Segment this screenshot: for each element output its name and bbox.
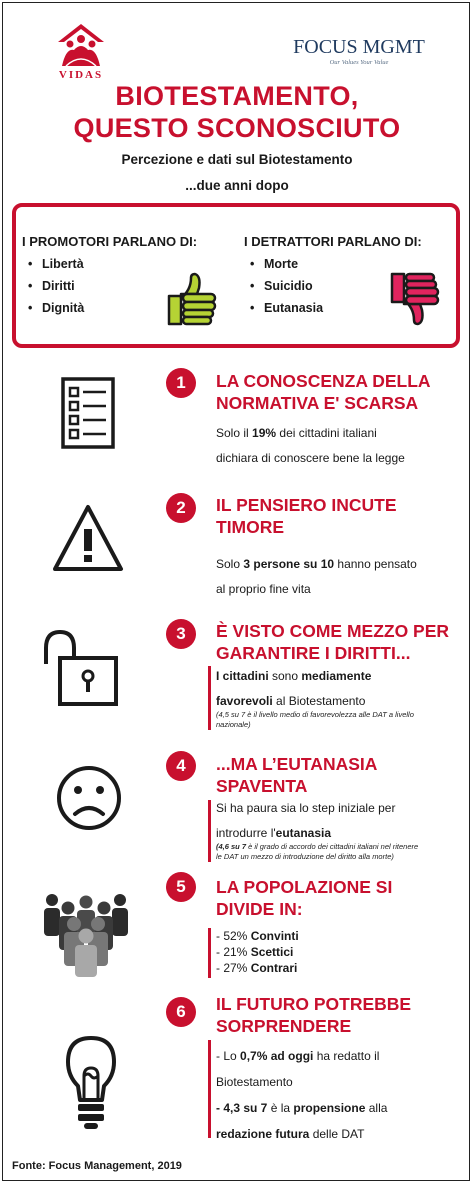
crowd-icon: [38, 892, 134, 978]
focus-mgmt-logo: [284, 36, 434, 59]
section-4-note: (4,6 su 7 è il grado di accordo dei cittadini italiani nel ritenere le DAT un mezzo di introduzione del diritto alla morte): [216, 842, 419, 861]
section-4-accent-bar: [208, 800, 211, 862]
sad-face-icon: [55, 764, 123, 832]
list-item: • Suicidio: [250, 279, 313, 293]
subtitle-note: ...due anni dopo: [185, 178, 289, 193]
section-5-accent-bar: [208, 928, 211, 978]
section-number-4: 4: [166, 751, 196, 781]
focus-mgmt-tagline: Our Values Your Value: [329, 59, 389, 66]
title-line-2: QUESTO SCONOSCIUTO: [73, 113, 401, 143]
section-number-5: 5: [166, 872, 196, 902]
section-number-3: 3: [166, 619, 196, 649]
lightbulb-icon: [62, 1034, 120, 1132]
section-1-title: LA CONOSCENZA DELLA NORMATIVA E' SCARSA: [216, 371, 431, 413]
focus-mgmt-logo-text: FOCUS MGMT: [293, 36, 425, 58]
checklist-icon: [60, 376, 116, 450]
page-title: [30, 80, 444, 144]
thumbs-down-icon: [388, 270, 444, 326]
section-5-list: [216, 928, 299, 976]
section-4-text: Si ha paura sia lo step iniziale per introdurre l'eutanasia: [216, 801, 396, 840]
promoters-list: [28, 253, 84, 319]
warning-icon: [52, 503, 124, 573]
list-item: • Morte: [250, 257, 299, 271]
section-number-1: 1: [166, 368, 196, 398]
section-3-title: È VISTO COME MEZZO PER GARANTIRE I DIRITTI...: [216, 621, 450, 663]
list-item: - 21% Scettici: [216, 945, 294, 959]
section-2-text: Solo 3 persone su 10 hanno pensato al proprio fine vita: [216, 557, 417, 596]
unlocked-padlock-icon: [40, 628, 120, 708]
list-item: - 52% Convinti: [216, 929, 299, 943]
section-5-title: LA POPOLAZIONE SI DIVIDE IN:: [216, 877, 393, 919]
list-item: • Dignità: [28, 301, 85, 315]
detractors-list: [250, 253, 323, 319]
promoters-heading: I PROMOTORI PARLANO DI:: [22, 234, 198, 249]
section-number-2: 2: [166, 493, 196, 523]
list-item: • Eutanasia: [250, 301, 324, 315]
section-6-title: IL FUTURO POTREBBE SORPRENDERE: [216, 994, 412, 1036]
detractors-heading: I DETRATTORI PARLANO DI:: [244, 234, 422, 249]
thumbs-up-icon: [165, 272, 221, 328]
list-item: - 27% Contrari: [216, 961, 298, 975]
vidas-logo: [52, 22, 110, 68]
list-item: • Diritti: [28, 279, 75, 293]
list-item: • Libertà: [28, 257, 84, 271]
source-footer: Fonte: Focus Management, 2019: [12, 1160, 182, 1172]
section-1-text: Solo il 19% dei cittadini italiani dichiara di conoscere bene la legge: [216, 426, 405, 465]
section-4-title: ...MA L’EUTANASIA SPAVENTA: [216, 754, 378, 796]
section-number-6: 6: [166, 997, 196, 1027]
section-6-accent-bar: [208, 1040, 211, 1138]
section-3-accent-bar: [208, 666, 211, 730]
section-2-title: IL PENSIERO INCUTE TIMORE: [216, 495, 397, 537]
section-3-note: (4,5 su 7 è il livello medio di favorevolezza alle DAT a livello nazionale): [216, 710, 414, 729]
title-line-1: BIOTESTAMENTO,: [115, 81, 359, 111]
section-3-text: I cittadini sono mediamente favorevoli al Biotestamento: [216, 669, 372, 708]
vidas-logo-text: VIDAS: [58, 69, 104, 81]
subtitle: Percezione e dati sul Biotestamento: [121, 152, 353, 167]
section-6-text: - Lo 0,7% ad oggi ha redatto il Biotestamento - 4,3 su 7 è la propensione alla redazione futura delle DAT: [216, 1049, 388, 1141]
